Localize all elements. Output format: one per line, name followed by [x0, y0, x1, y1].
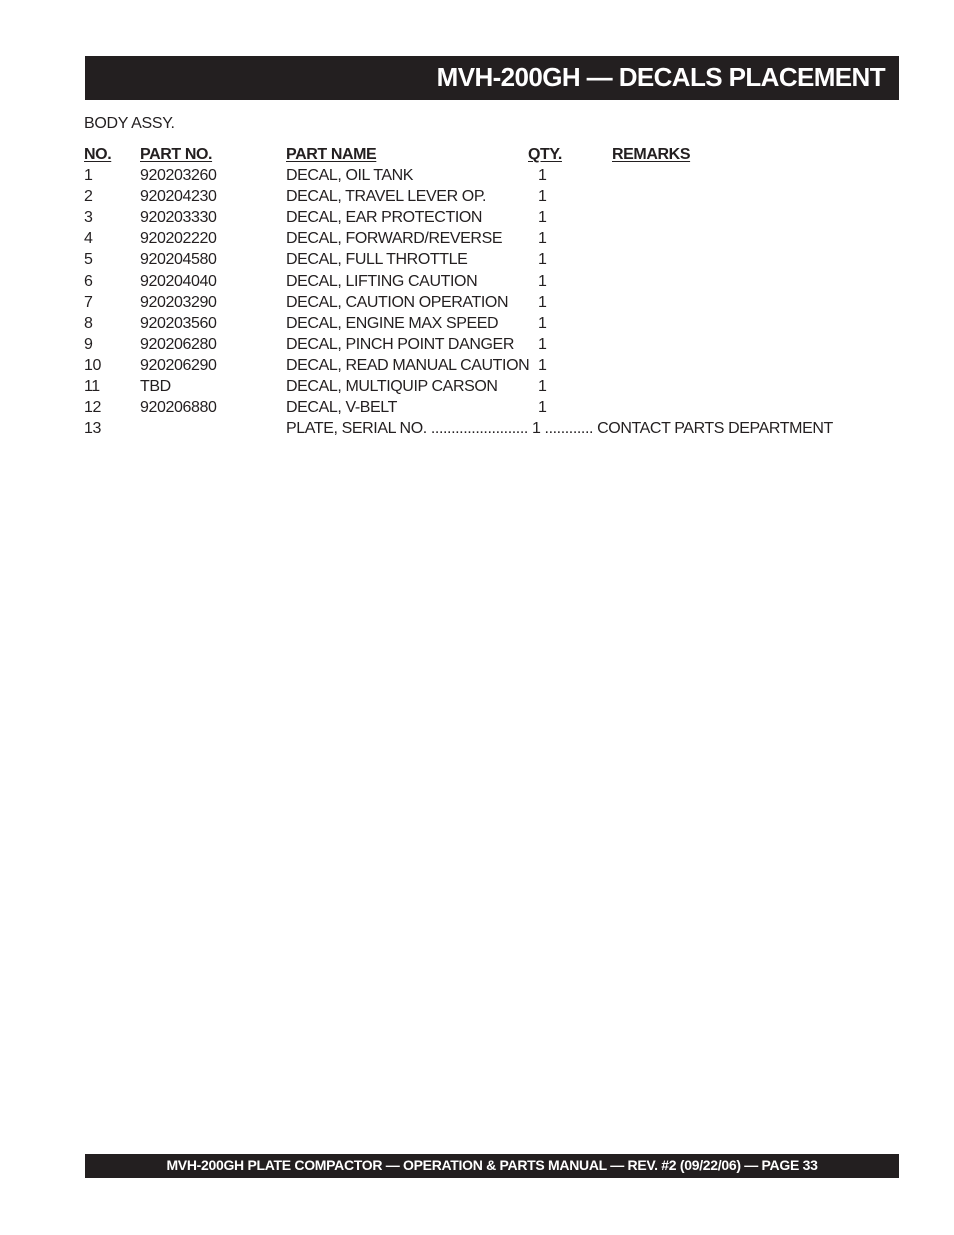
footer-text: MVH-200GH PLATE COMPACTOR — OPERATION & PARTS MANUAL — REV. #2 (09/22/06) — PAGE 33	[166, 1157, 818, 1173]
table-row	[84, 271, 884, 292]
parts-table	[84, 144, 884, 439]
cell-part-no: 920206880	[140, 399, 217, 417]
cell-no: 2	[84, 188, 93, 206]
cell-part-name: DECAL, TRAVEL LEVER OP.	[286, 188, 487, 206]
cell-part-no: 920206290	[140, 356, 217, 374]
column-header-remarks: REMARKS	[612, 146, 691, 163]
cell-part-name: DECAL, LIFTING CAUTION	[286, 272, 478, 290]
page-header	[85, 56, 899, 100]
cell-part-no: TBD	[140, 378, 171, 396]
table-row	[84, 376, 884, 397]
column-header-part-name: PART NAME	[286, 146, 377, 163]
cell-no: 4	[84, 230, 93, 248]
cell-no: 12	[84, 399, 101, 417]
cell-qty: 1	[538, 188, 547, 206]
cell-qty: 1	[538, 356, 547, 374]
cell-part-name: DECAL, FULL THROTTLE	[286, 251, 468, 269]
cell-qty: 1	[538, 314, 547, 332]
cell-part-name: DECAL, MULTIQUIP CARSON	[286, 378, 498, 396]
cell-part-name: DECAL, READ MANUAL CAUTION	[286, 356, 530, 374]
table-row	[84, 186, 884, 207]
cell-qty: 1	[538, 378, 547, 396]
cell-qty: 1	[538, 335, 547, 353]
cell-part-no: 920203290	[140, 293, 217, 311]
table-row	[84, 313, 884, 334]
table-row	[84, 207, 884, 228]
cell-part-no: 920204230	[140, 188, 217, 206]
table-row	[84, 292, 884, 313]
table-row	[84, 165, 884, 186]
cell-part-name: DECAL, EAR PROTECTION	[286, 209, 483, 227]
table-row	[84, 355, 884, 376]
cell-part-no: 920204040	[140, 272, 217, 290]
cell-no: 11	[84, 378, 100, 396]
table-row	[84, 228, 884, 249]
cell-part-no: 920203560	[140, 314, 217, 332]
cell-qty: 1	[538, 251, 547, 269]
cell-part-name: DECAL, ENGINE MAX SPEED	[286, 314, 499, 332]
cell-part-no: 920204580	[140, 251, 217, 269]
cell-no: 6	[84, 272, 93, 290]
cell-no: 13	[84, 420, 101, 438]
cell-part-no: 920203330	[140, 209, 217, 227]
cell-part-no: 920202220	[140, 230, 217, 248]
cell-qty: 1	[538, 230, 547, 248]
cell-leader-line: PLATE, SERIAL NO. ........................ 1 ............ CONTACT PARTS DEPARTMENT	[286, 420, 833, 438]
cell-no: 7	[84, 293, 93, 311]
cell-part-name: DECAL, OIL TANK	[286, 167, 414, 185]
cell-part-no: 920206280	[140, 335, 217, 353]
cell-qty: 1	[538, 272, 547, 290]
cell-part-name: DECAL, FORWARD/REVERSE	[286, 230, 503, 248]
cell-part-name: DECAL, CAUTION OPERATION	[286, 293, 509, 311]
cell-no: 5	[84, 251, 93, 269]
assembly-label: BODY ASSY.	[84, 115, 175, 132]
column-header-no: NO.	[84, 146, 112, 163]
cell-qty: 1	[538, 293, 547, 311]
cell-qty: 1	[538, 399, 547, 417]
table-row	[84, 249, 884, 270]
table-row	[84, 397, 884, 418]
cell-part-name: DECAL, PINCH POINT DANGER	[286, 335, 514, 353]
table-row	[84, 418, 884, 439]
cell-no: 8	[84, 314, 93, 332]
column-header-part-no: PART NO.	[140, 146, 213, 163]
page-title: MVH-200GH — DECALS PLACEMENT	[436, 62, 885, 92]
table-row	[84, 334, 884, 355]
cell-no: 10	[84, 356, 101, 374]
cell-no: 3	[84, 209, 93, 227]
cell-part-no: 920203260	[140, 167, 217, 185]
column-header-qty: QTY.	[528, 146, 562, 163]
cell-part-name: DECAL, V-BELT	[286, 399, 397, 417]
page-footer	[85, 1154, 899, 1178]
cell-qty: 1	[538, 209, 547, 227]
cell-qty: 1	[538, 167, 547, 185]
cell-no: 1	[84, 167, 93, 185]
cell-no: 9	[84, 335, 93, 353]
table-header-row	[84, 144, 884, 165]
